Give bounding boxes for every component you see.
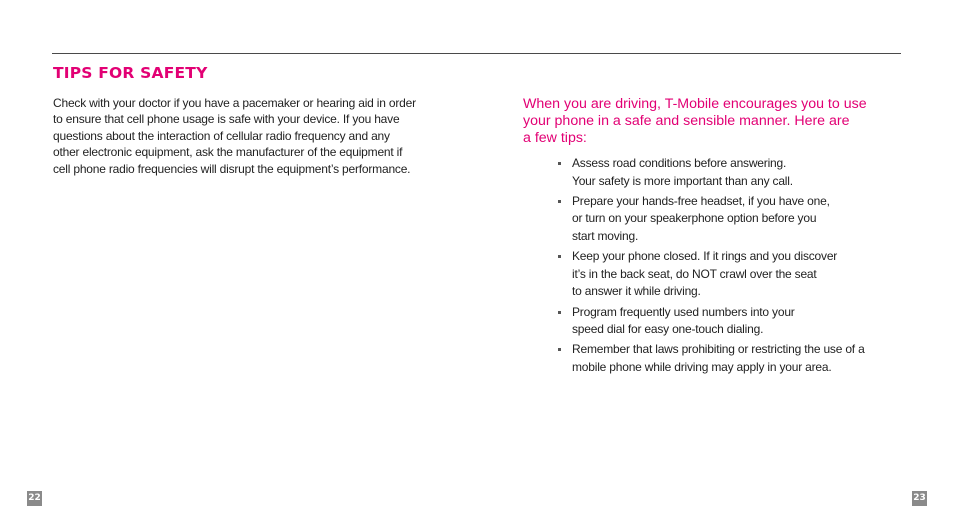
- tip-line: start moving.: [572, 228, 639, 243]
- pacemaker-paragraph: [53, 95, 443, 177]
- tip-item: [523, 341, 893, 376]
- tip-line: Prepare your hands-free headset, if you have one,: [572, 193, 830, 208]
- driving-intro: [523, 96, 888, 147]
- bullet-icon: [558, 200, 561, 203]
- paragraph-line: cell phone radio frequencies will disrupt the equipment’s performance.: [53, 161, 411, 176]
- bullet-icon: [558, 255, 561, 258]
- tip-line: speed dial for easy one-touch dialing.: [572, 322, 764, 337]
- tip-line: mobile phone while driving may apply in your area.: [572, 359, 832, 374]
- intro-line: a few tips:: [523, 130, 587, 146]
- tip-line: Keep your phone closed. If it rings and you discover: [572, 249, 838, 264]
- tip-line: to answer it while driving.: [572, 284, 701, 299]
- page-number-left: 22: [27, 491, 42, 506]
- section-heading: TIPS FOR SAFETY: [53, 64, 208, 82]
- paragraph-line: other electronic equipment, ask the manufacturer of the equipment if: [53, 145, 403, 160]
- tip-item: [523, 304, 893, 339]
- paragraph-line: questions about the interaction of cellular radio frequency and any: [53, 128, 390, 143]
- tip-line: or turn on your speakerphone option before you: [572, 211, 817, 226]
- tip-line: Remember that laws prohibiting or restricting the use of a: [572, 342, 865, 357]
- tip-line: Program frequently used numbers into your: [572, 304, 795, 319]
- tip-item: [523, 155, 893, 190]
- tip-item: [523, 193, 893, 246]
- top-divider: [52, 53, 901, 54]
- tip-item: [523, 248, 893, 301]
- paragraph-line: to ensure that cell phone usage is safe with your device. If you have: [53, 112, 400, 127]
- intro-line: When you are driving, T-Mobile encourages you to use: [523, 96, 867, 112]
- bullet-icon: [558, 348, 561, 351]
- bullet-icon: [558, 311, 561, 314]
- tip-line: it’s in the back seat, do NOT crawl over the seat: [572, 266, 817, 281]
- bullet-icon: [558, 162, 561, 165]
- tip-line: Your safety is more important than any call.: [572, 173, 793, 188]
- intro-line: your phone in a safe and sensible manner. Here are: [523, 113, 850, 129]
- paragraph-line: Check with your doctor if you have a pacemaker or hearing aid in order: [53, 96, 416, 110]
- page-number-right: 23: [912, 491, 927, 506]
- tip-line: Assess road conditions before answering.: [572, 156, 787, 170]
- driving-tips-list: [523, 155, 893, 379]
